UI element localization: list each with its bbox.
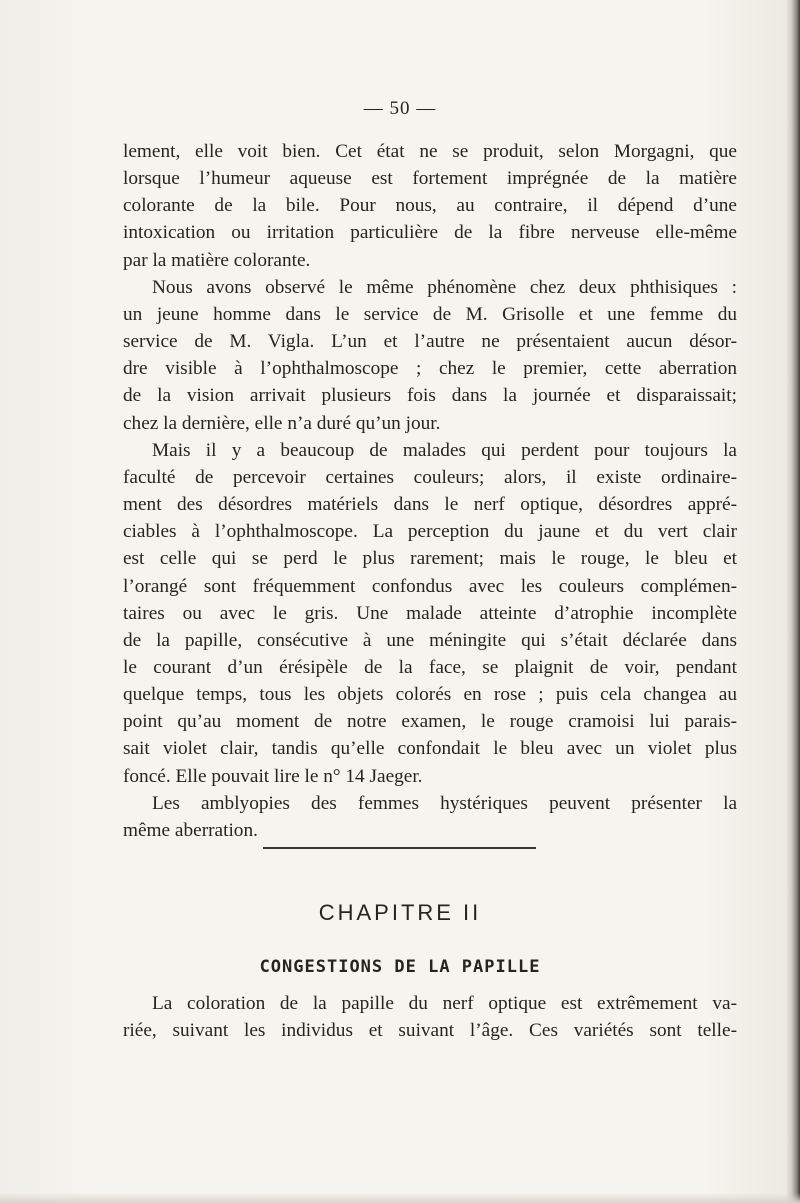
text-line: lement, elle voit bien. Cet état ne se produit, selon Morgagni, que (123, 141, 737, 162)
chapter-title: CHAPITRE II (318, 900, 482, 925)
text-line: Nous avons observé le même phénomène chez deux phthisiques : (152, 276, 737, 298)
section-title: CONGESTIONS DE LA PAPILLE (259, 957, 541, 977)
text-line: ment des désordres matériels dans le nerf optique, désordres appré- (123, 494, 737, 516)
page-bottom-edge (0, 1193, 800, 1203)
text-line: La coloration de la papille du nerf optique est extrêmement va- (152, 993, 737, 1014)
page-edge-shadow (786, 0, 800, 1203)
text-line: dre visible à l’ophthalmoscope ; chez le premier, cette aberration (123, 358, 737, 380)
text-line: faculté de percevoir certaines couleurs; alors, il existe ordinaire- (123, 466, 737, 488)
text-line: ciables à l’ophthalmoscope. La perception du jaune et du vert clair (123, 521, 737, 543)
text-line: l’orangé sont fréquemment confondus avec les couleurs complémen- (123, 575, 737, 597)
text-line: sait violet clair, tandis qu’elle confondait le bleu avec un violet plus (123, 738, 737, 760)
text-line: service de M. Vigla. L’un et l’autre ne présentaient aucun désor- (123, 331, 737, 353)
chapter-text (123, 990, 737, 1044)
text-line: taires ou avec le gris. Une malade atteinte d’atrophie incomplète (123, 602, 737, 624)
text-line: même aberration. (123, 819, 258, 841)
text-line: Les amblyopies des femmes hystériques peuvent présenter la (152, 792, 737, 814)
text-line: riée, suivant les individus et suivant l’âge. Ces variétés sont telle- (123, 1020, 737, 1042)
section-divider (263, 847, 536, 849)
text-line: point qu’au moment de notre examen, le rouge cramoisi lui parais- (123, 711, 737, 733)
text-line: quelque temps, tous les objets colorés en rose ; puis cela changea au (123, 684, 737, 706)
page-number: — 50 — (363, 98, 437, 119)
text-line: lorsque l’humeur aqueuse est fortement imprégnée de la matière (123, 168, 737, 190)
text-line: un jeune homme dans le service de M. Grisolle et une femme du (123, 303, 737, 325)
text-line: foncé. Elle pouvait lire le n° 14 Jaeger. (123, 765, 423, 787)
text-line: colorante de la bile. Pour nous, au contraire, il dépend d’une (123, 195, 737, 217)
body-text (123, 138, 737, 844)
text-line: Mais il y a beaucoup de malades qui perdent pour toujours la (152, 439, 737, 461)
text-line: le courant d’un érésipèle de la face, se plaignit de voir, pendant (123, 656, 737, 678)
text-line: de la papille, consécutive à une méningite qui s’était déclarée dans (123, 629, 737, 651)
text-line: par la matière colorante. (123, 249, 311, 271)
text-line: est celle qui se perd le plus rarement; mais le rouge, le bleu et (123, 548, 737, 570)
text-line: de la vision arrivait plusieurs fois dans la journée et disparaissait; (123, 385, 737, 407)
text-line: chez la dernière, elle n’a duré qu’un jour. (123, 412, 441, 434)
text-line: intoxication ou irritation particulière de la fibre nerveuse elle-même (123, 222, 737, 244)
